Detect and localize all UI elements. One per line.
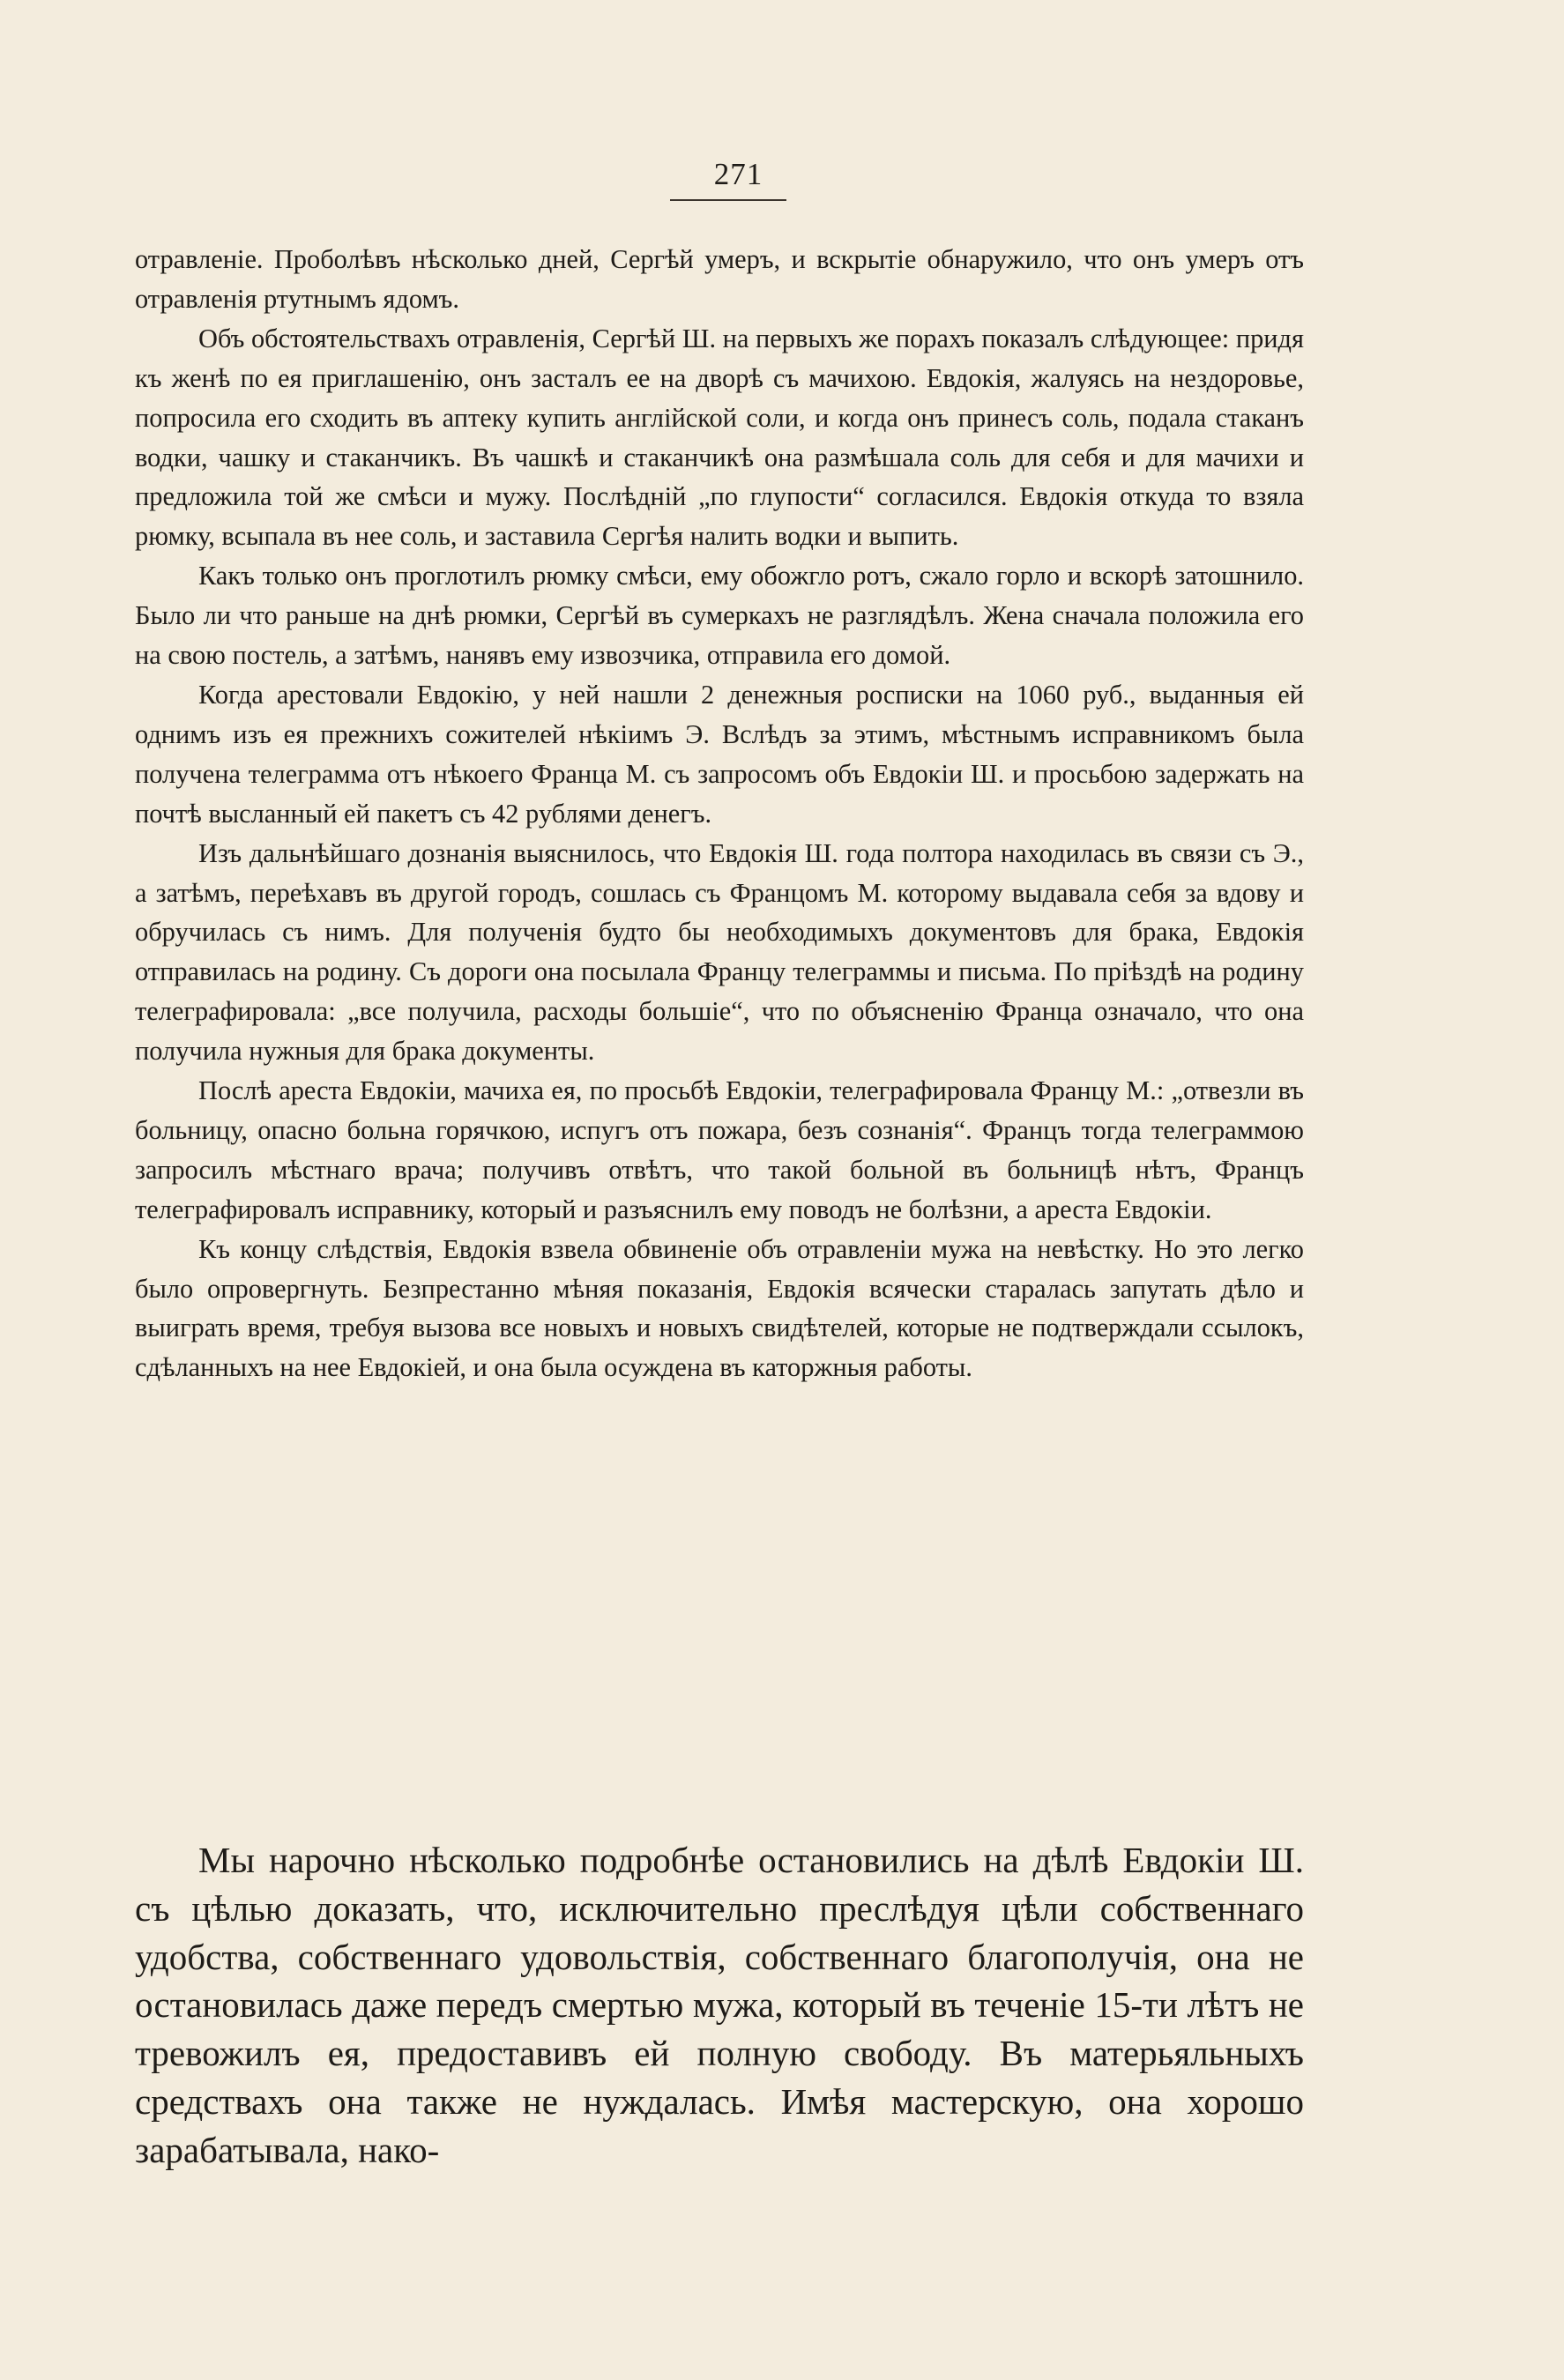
paragraph-5: Изъ дальнѣйшаго дознанія выяснилось, что Евдокія Ш. года полтора находилась въ связи съ Э., а затѣмъ, переѣхавъ въ другой городъ, сошлась съ Францомъ М. которому выдавала себя за вдову и обручилась съ нимъ. Для полученія будто бы необходимыхъ документовъ для брака, Евдокія отправилась на родину. Съ дороги она посылала Францу телеграммы и письма. По пріѣздѣ на родину телеграфировала: „все получила, расходы большіе“, что по объясненію Франца означало, что она получила нужныя для брака документы. [135, 837, 1304, 1067]
case-text [135, 240, 1304, 1387]
page-number: 271 [713, 157, 763, 191]
paragraph-2: Объ обстоятельствахъ отравленія, Сергѣй Ш. на первыхъ же порахъ показалъ слѣдующее: придя къ женѣ по ея приглашенію, онъ засталъ ее на дворѣ съ мачихою. Евдокія, жалуясь на нездоровье, попросила его сходить въ аптеку купить англійской соли, и когда онъ принесъ соль, подала стаканъ водки, чашку и стаканчикъ. Въ чашкѣ и стаканчикѣ она размѣшала соль для себя и для мачихи и предложила той же смѣси и мужу. Послѣдній „по глупости“ согласился. Евдокія откуда то взяла рюмку, всыпала въ нее соль, и заставила Сергѣя налить водки и выпить. [135, 323, 1304, 552]
page-number-rule [670, 199, 786, 201]
paragraph-4: Когда арестовали Евдокію, у ней нашли 2 денежныя росписки на 1060 руб., выданныя ей однимъ изъ ея прежнихъ сожителей нѣкіимъ Э. Вслѣдъ за этимъ, мѣстнымъ исправникомъ была получена телеграмма отъ нѣкоего Франца М. съ запросомъ объ Евдокіи Ш. и просьбою задержать на почтѣ высланный ей пакетъ съ 42 рублями денегъ. [135, 679, 1304, 829]
commentary-text [135, 1836, 1304, 2175]
commentary-paragraph: Мы нарочно нѣсколько подробнѣе остановились на дѣлѣ Евдокіи Ш. съ цѣлью доказать, что, исключительно преслѣдуя цѣли собственнаго удобства, собственнаго удовольствія, собственнаго благополучія, она не остановилась даже передъ смертью мужа, который въ теченіе 15-ти лѣтъ не тревожилъ ея, предоставивъ ей полную свободу. Въ матерьяльныхъ средствахъ она также не нуждалась. Имѣя мастерскую, она хорошо зарабатывала, нако- [135, 1840, 1304, 2170]
paragraph-3: Какъ только онъ проглотилъ рюмку смѣси, ему обожгло ротъ, сжало горло и вскорѣ затошнило. Было ли что раньше на днѣ рюмки, Сергѣй въ сумеркахъ не разглядѣлъ. Жена сначала положила его на свою постель, а затѣмъ, нанявъ ему извозчика, отправила его домой. [135, 561, 1304, 671]
paragraph-1: отравленіе. Проболѣвъ нѣсколько дней, Сергѣй умеръ, и вскрытіе обнаружило, что онъ умеръ отъ отравленія ртутнымъ ядомъ. [135, 244, 1304, 314]
paragraph-7: Къ концу слѣдствія, Евдокія взвела обвиненіе объ отравленіи мужа на невѣстку. Но это легко было опровергнуть. Безпрестанно мѣняя показанія, Евдокія всячески старалась запутать дѣло и выиграть время, требуя вызова все новыхъ и новыхъ свидѣтелей, которые не подтверждали ссылокъ, сдѣланныхъ на нее Евдокіей, и она была осуждена въ каторжныя работы. [135, 1233, 1304, 1383]
paragraph-6: Послѣ ареста Евдокіи, мачиха ея, по просьбѣ Евдокіи, телеграфировала Францу М.: „отвезли въ больницу, опасно больна горячкою, испугъ отъ пожара, безъ сознанія“. Францъ тогда телеграммою запросилъ мѣстнаго врача; получивъ отвѣтъ, что такой больной въ больницѣ нѣтъ, Францъ телеграфировалъ исправнику, который и разъяснилъ ему поводъ не болѣзни, а ареста Евдокіи. [135, 1075, 1304, 1224]
